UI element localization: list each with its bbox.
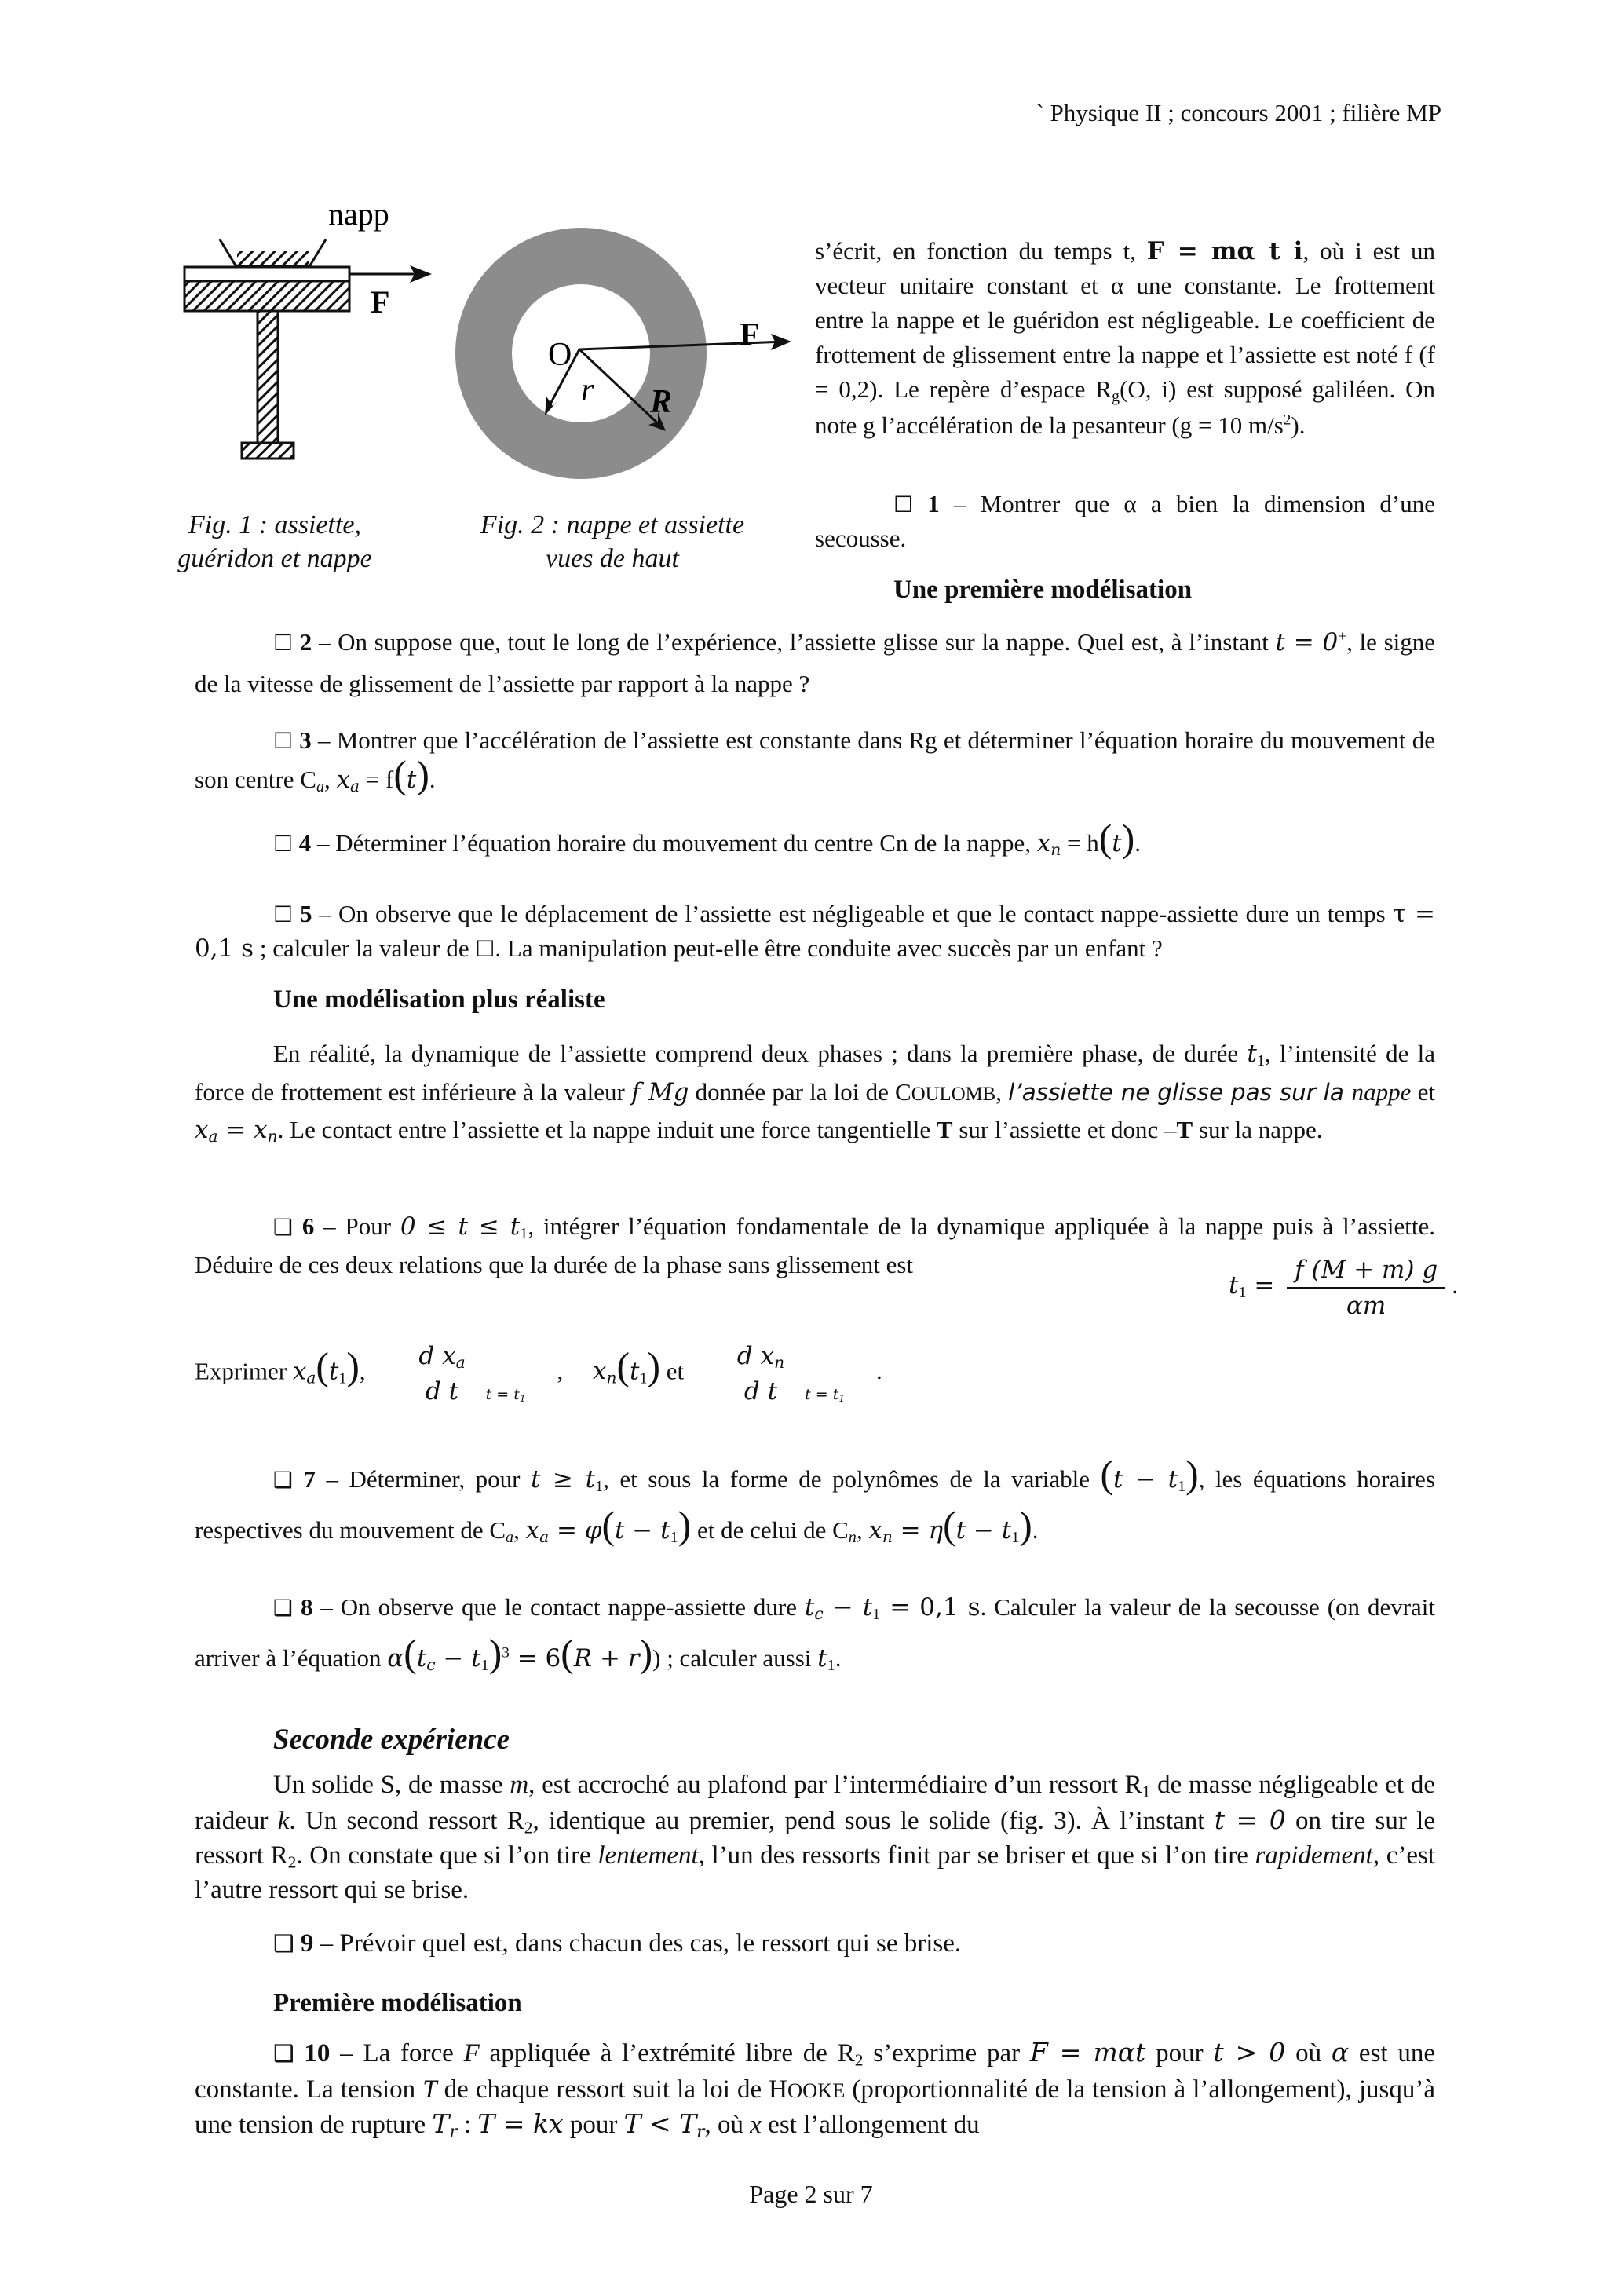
- label-F: F: [740, 317, 760, 353]
- question-6-express: Exprimer $x_a(t_1)$, d $x_a$ d t $_{t = t_1}$ , $x_n(t_1)$ et d $x_n$ d t $_{t = t_1}$ .: [195, 1342, 882, 1406]
- table-top: [184, 281, 349, 311]
- checkbox-icon: ❑: [273, 1467, 294, 1493]
- question-2: ☐ 2 – On suppose que, tout le long de l’expérience, l’assiette glisse sur la nappe. Quel est, à l’instant t = 0+, le signe de la vitesse de glissement de l’assiette par rapport à la nappe ?: [195, 628, 1436, 697]
- checkbox-icon: ☐: [273, 901, 294, 927]
- label-r: r: [581, 372, 594, 408]
- t1-expression: $t_1$ = $\frac{f (M + m) g}{\alpha m}$ .: [1229, 1252, 1458, 1323]
- page-header: ` Physique II ; concours 2001 ; filière MP: [1036, 99, 1441, 126]
- checkbox-icon: ❑: [273, 1930, 294, 1958]
- question-6: ❑ 6 – Pour $0 \le t \le t_1$, intégrer l’équation fondamentale de la dynamique appliquée à la nappe puis à l’assiette. Déduire de ces deux relations que la durée de la phase sans glissement est: [195, 1212, 1435, 1279]
- label-R: R: [650, 384, 673, 420]
- question-8: ❑ 8 – On observe que le contact nappe-assiette dure $t_c - t_1 = 0,1$ s. Calculer la valeur de la secousse (on devrait arriver à l’équation $\alpha(t_c - t_1)^3 = 6(R + r)$) ; calculer aussi $t_1$.: [195, 1593, 1436, 1675]
- alpha-placeholder-icon: ☐: [475, 936, 495, 963]
- page-footer: Page 2 sur 7: [749, 2180, 873, 2208]
- checkbox-icon: ☐: [273, 728, 294, 754]
- tablecloth: [184, 267, 349, 281]
- label-O: O: [548, 337, 572, 373]
- section-title-3: Seconde expérience: [273, 1724, 510, 1756]
- question-3: ☐ 3 – Montrer que l’accélération de l’assiette est constante dans Rg et déterminer l’équation horaire du mouvement de son centre $C_a$, $x_a = f(t)$.: [195, 726, 1436, 796]
- checkbox-icon: ☐: [893, 492, 914, 517]
- label-nappe: napp: [328, 196, 389, 232]
- figure-2-diagram: [455, 216, 824, 499]
- table-foot: [242, 443, 294, 459]
- checkbox-icon: ❑: [273, 2040, 294, 2067]
- intro-paragraph: s’écrit, en fonction du temps t, F = mα t i, où i est un vecteur unitaire constant et α une constante. Le frottement entre la nappe et le guéridon est négligeable. Le coefficient de frottement de glissement entre la nappe et l’assiette est noté f (f = 0,2). Le repère d’espace $R_g(O$, i) est supposé galiléen. On note g l’accélération de la pesanteur (g = 10 $m/s^2$).: [815, 237, 1435, 439]
- question-9: ❑ 9 – Prévoir quel est, dans chacun des cas, le ressort qui se brise.: [273, 1929, 962, 1958]
- t1-fraction: $\frac{f (M + m) g}{\alpha m}$: [1287, 1252, 1445, 1323]
- question-4: ☐ 4 – Déterminer l’équation horaire du mouvement du centre Cn de la nappe, $x_n = h(t)$.: [273, 817, 1141, 860]
- question-10: ❑ 10 – La force F appliquée à l’extrémité libre de $R_2$ s’exprime par F = mαt pour t > 0 où α est une constante. La tension T de chaque ressort suit la loi de HOOKE (proportionnalité de la tension à l’allongement), jusqu’à une tension de rupture $T_r$ : T = kx pour $T < T_r$, où x est l’allongement du: [195, 2037, 1436, 2142]
- figure-1-diagram: [173, 196, 440, 495]
- paragraph-second-experiment: Un solide S, de masse m, est accroché au plafond par l’intermédiaire d’un ressort $R_1$ de masse négligeable et de raideur k. Un second ressort $R_2$, identique au premier, pend sous le solide (fig. 3). À l’instant t = 0 on tire sur le ressort $R_2$. On constate que si l’on tire lentement, l’un des ressorts finit par se briser et que si l’on tire rapidement, c’est l’autre ressort qui se brise.: [195, 1771, 1435, 1904]
- checkbox-icon: ☐: [273, 831, 294, 857]
- section-title-2: Une modélisation plus réaliste: [273, 985, 605, 1014]
- question-1: ☐ 1 – Montrer que α a bien la dimension d’une secousse.: [815, 490, 1435, 553]
- plate-food: [237, 251, 309, 265]
- question-5: ☐ 5 – On observe que le déplacement de l’assiette est négligeable et que le contact nappe-assiette dure un temps τ = 0,1 s ; calculer la valeur de ☐. La manipulation peut-elle être conduite avec succès par un enfant ?: [195, 900, 1435, 963]
- section-title-1: Une première modélisation: [893, 576, 1193, 604]
- section-title-4: Première modélisation: [273, 1989, 522, 2017]
- figure-1-caption: Fig. 1 : assiette, guéridon et nappe: [177, 510, 372, 573]
- checkbox-icon: ❑: [273, 1595, 294, 1621]
- figure-2-caption: Fig. 2 : nappe et assiette vues de haut: [480, 510, 745, 573]
- checkbox-icon: ☐: [273, 630, 294, 656]
- table-leg: [258, 311, 278, 443]
- label-force-F: F: [371, 284, 390, 320]
- checkbox-icon: ❑: [273, 1214, 294, 1240]
- question-7: ❑ 7 – Déterminer, pour $t \ge t_1$, et sous la forme de polynômes de la variable $(t - t_1)$, les équations horaires respectives du mouvement de $C_a$, $x_a = \varphi(t - t_1)$ et de celui de $C_n$, $x_n = \eta(t - t_1)$.: [195, 1453, 1435, 1547]
- paragraph-realistic: En réalité, la dynamique de l’assiette comprend deux phases ; dans la première phase, de durée $t_1$, l’intensité de la force de frottement est inférieure à la valeur f Mg donnée par la loi de COULOMB, l’assiette ne glisse pas sur la nappe et $x_a = x_n$. Le contact entre l’assiette et la nappe induit une force tangentielle T sur l’assiette et donc –T sur la nappe.: [195, 1040, 1436, 1146]
